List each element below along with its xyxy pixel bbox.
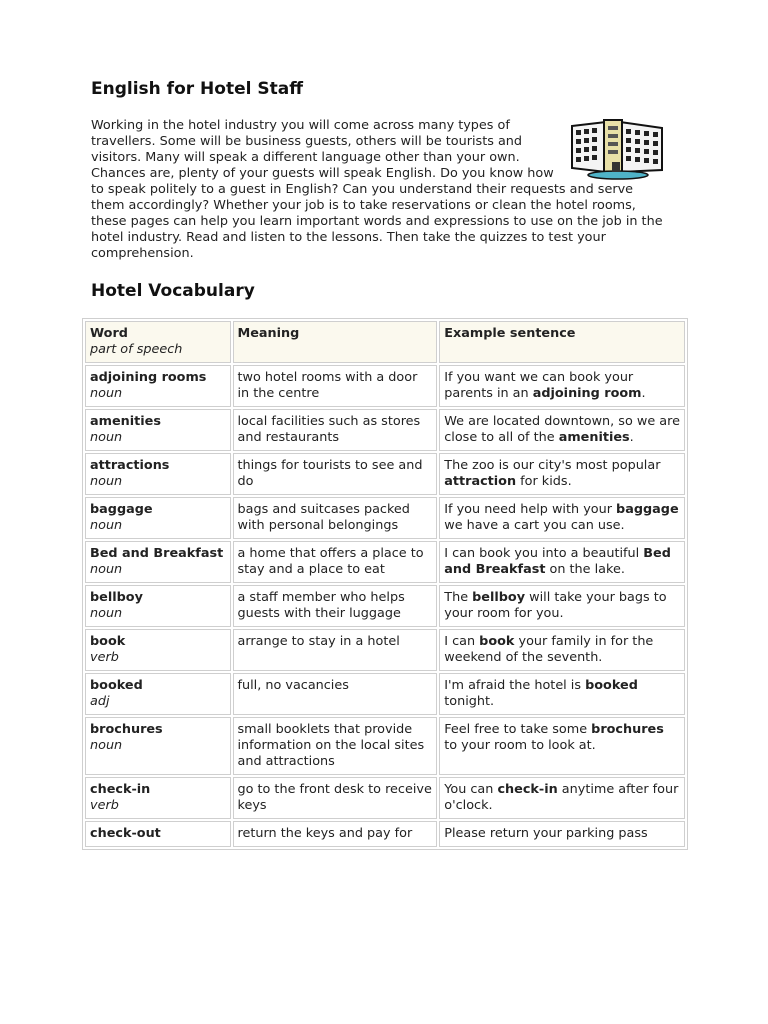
example-text-after: .: [641, 386, 646, 401]
meaning-cell: [233, 453, 438, 495]
example-text-before: You can: [444, 782, 498, 797]
meaning-text: a home that offers a place to stay and a place to eat: [237, 546, 424, 577]
example-text-before: The zoo is our city's most popular: [444, 458, 661, 473]
part-of-speech: adj: [90, 694, 110, 709]
part-of-speech: noun: [90, 606, 123, 621]
meaning-cell: [233, 777, 438, 819]
table-header-row: [85, 321, 685, 363]
part-of-speech: noun: [90, 474, 123, 489]
word-cell: [85, 821, 231, 847]
table-row: [85, 777, 685, 819]
part-of-speech: verb: [90, 798, 119, 813]
table-row: [85, 453, 685, 495]
header-pos: part of speech: [90, 342, 183, 357]
meaning-cell: [233, 585, 438, 627]
meaning-text: things for tourists to see and do: [237, 458, 423, 489]
meaning-text: go to the front desk to receive keys: [237, 782, 432, 813]
part-of-speech: noun: [90, 518, 123, 533]
meaning-cell: [233, 541, 438, 583]
example-text-keyword: attraction: [444, 474, 517, 489]
meaning-cell: [233, 497, 438, 539]
part-of-speech: noun: [90, 562, 123, 577]
intro-text: Working in the hotel industry you will come across many types of travellers. Some will be business guests, others will be tourists and visitors. Many will speak a different language other than your own. Chances are, plenty of your guests will speak English. Do you know how to speak politely to a guest in English? Can you understand their requests and serve them accordingly? Whether your job is to take reservations or clean the hotel rooms, these pages can help you learn important words and expressions to use on the job in the hotel industry. Read and listen to the lessons. Then take the quizzes to test your comprehension.: [91, 118, 663, 261]
example-text-before: If you want we can book your parents in an: [444, 370, 634, 401]
header-meaning: Meaning: [237, 326, 300, 341]
example-cell: [439, 717, 685, 775]
meaning-text: arrange to stay in a hotel: [237, 634, 400, 649]
example-text-keyword: booked: [585, 678, 638, 693]
intro-paragraph: [91, 118, 666, 262]
vocab-word: brochures: [90, 722, 163, 737]
header-word-cell: [85, 321, 231, 363]
meaning-text: return the keys and pay for: [237, 826, 413, 841]
example-cell: [439, 365, 685, 407]
example-text-keyword: Bed and Breakfast: [444, 546, 671, 577]
word-cell: [85, 453, 231, 495]
header-meaning-cell: [233, 321, 438, 363]
meaning-cell: [233, 821, 438, 847]
meaning-text: bags and suitcases packed with personal belongings: [237, 502, 410, 533]
table-row: [85, 409, 685, 451]
part-of-speech: noun: [90, 738, 123, 753]
example-cell: [439, 821, 685, 847]
vocab-word: adjoining rooms: [90, 370, 207, 385]
example-text-before: Please return your parking pass: [444, 826, 648, 841]
example-text-after: tonight.: [444, 694, 495, 709]
vocab-word: check-out: [90, 826, 161, 841]
example-cell: [439, 629, 685, 671]
word-cell: [85, 717, 231, 775]
example-text-keyword: brochures: [591, 722, 664, 737]
example-text-after: will take your bags to your room for you.: [444, 590, 667, 621]
table-row: [85, 673, 685, 715]
part-of-speech: noun: [90, 430, 123, 445]
table-row: [85, 541, 685, 583]
example-text-keyword: bellboy: [472, 590, 526, 605]
table-row: [85, 821, 685, 847]
word-cell: [85, 629, 231, 671]
example-text-keyword: adjoining room: [532, 386, 642, 401]
meaning-cell: [233, 409, 438, 451]
word-cell: [85, 585, 231, 627]
example-text-before: I'm afraid the hotel is: [444, 678, 586, 693]
vocab-word: attractions: [90, 458, 170, 473]
meaning-cell: [233, 717, 438, 775]
table-row: [85, 365, 685, 407]
part-of-speech: noun: [90, 386, 123, 401]
example-text-keyword: book: [479, 634, 515, 649]
meaning-cell: [233, 629, 438, 671]
example-cell: [439, 673, 685, 715]
example-text-keyword: check-in: [497, 782, 558, 797]
example-cell: [439, 497, 685, 539]
example-text-after: on the lake.: [545, 562, 625, 577]
example-text-after: .: [629, 430, 634, 445]
example-text-after: your family in for the weekend of the seventh.: [444, 634, 654, 665]
meaning-text: two hotel rooms with a door in the centre: [237, 370, 418, 401]
vocab-word: amenities: [90, 414, 161, 429]
section-title: Hotel Vocabulary: [91, 281, 255, 301]
hotel-building-icon: [570, 118, 666, 180]
example-text-after: to your room to look at.: [444, 738, 596, 753]
vocab-word: check-in: [90, 782, 151, 797]
example-text-after: for kids.: [516, 474, 572, 489]
example-cell: [439, 409, 685, 451]
example-text-before: I can: [444, 634, 480, 649]
example-text-before: Feel free to take some: [444, 722, 592, 737]
vocab-word: Bed and Breakfast: [90, 546, 224, 561]
vocab-word: baggage: [90, 502, 153, 517]
word-cell: [85, 409, 231, 451]
example-text-before: I can book you into a beautiful: [444, 546, 644, 561]
meaning-text: a staff member who helps guests with their luggage: [237, 590, 405, 621]
word-cell: [85, 541, 231, 583]
header-example: Example sentence: [444, 326, 576, 341]
word-cell: [85, 365, 231, 407]
header-word: Word: [90, 326, 128, 341]
example-text-before: We are located downtown, so we are close to all of the: [444, 414, 680, 445]
word-cell: [85, 777, 231, 819]
vocabulary-table: [82, 318, 688, 850]
page-title: English for Hotel Staff: [91, 79, 303, 99]
example-text-after: we have a cart you can use.: [444, 518, 625, 533]
example-text-keyword: baggage: [616, 502, 679, 517]
example-cell: [439, 541, 685, 583]
part-of-speech: verb: [90, 650, 119, 665]
vocab-word: book: [90, 634, 126, 649]
example-cell: [439, 777, 685, 819]
table-row: [85, 717, 685, 775]
meaning-text: full, no vacancies: [237, 678, 349, 693]
example-cell: [439, 453, 685, 495]
table-row: [85, 497, 685, 539]
meaning-cell: [233, 673, 438, 715]
meaning-text: local facilities such as stores and restaurants: [237, 414, 421, 445]
example-text-before: The: [444, 590, 473, 605]
meaning-text: small booklets that provide information on the local sites and attractions: [237, 722, 425, 769]
example-text-before: If you need help with your: [444, 502, 617, 517]
vocab-word: booked: [90, 678, 143, 693]
meaning-cell: [233, 365, 438, 407]
table-row: [85, 585, 685, 627]
example-text-after: anytime after four o'clock.: [444, 782, 679, 813]
example-cell: [439, 585, 685, 627]
example-text-keyword: amenities: [558, 430, 630, 445]
table-row: [85, 629, 685, 671]
header-example-cell: [439, 321, 685, 363]
vocab-word: bellboy: [90, 590, 143, 605]
word-cell: [85, 497, 231, 539]
word-cell: [85, 673, 231, 715]
